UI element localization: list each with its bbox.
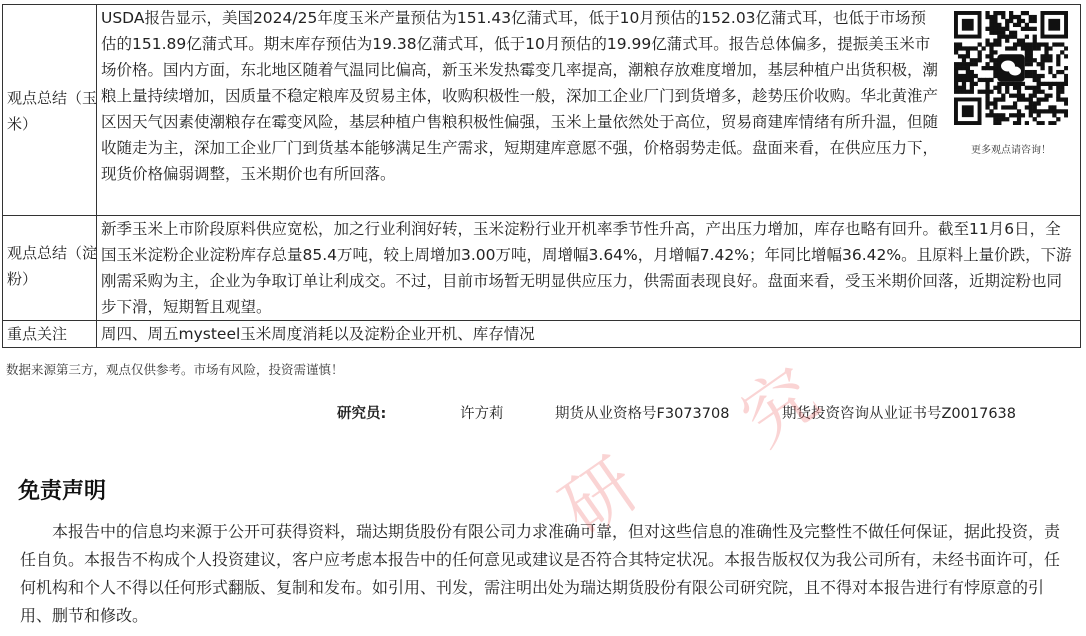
qr-code-icon — [954, 11, 1068, 125]
analyst-license-2: 期货投资咨询从业证书号Z0017638 — [782, 406, 1017, 422]
starch-text: 新季玉米上市阶段原料供应宽松，加之行业利润好转，玉米淀粉行业开机率季节性升高，产出压力增加，库存也略有回升。截至11月6日，全国玉米淀粉企业淀粉库存总量85.4万吨，较上周增加3.00万吨，周增幅3.64%，月增幅7.42%；年同比增幅36.42%。且原料上量价跌，下游刚需采购为主，企业为争取订单让利成交。不过，目前市场暂无明显供应压力，供需面表现良好。盘面来看，受玉米期价回落，近期淀粉也同步下滑，短期暂且观望。 — [101, 220, 1072, 316]
analyst-license-1: 期货从业资格号F3073708 — [555, 406, 730, 422]
corn-label-cell — [3, 5, 97, 216]
starch-row — [3, 216, 1081, 321]
corn-row — [3, 5, 1081, 216]
disclaimer-body: 本报告中的信息均来源于公开可获得资料，瑞达期货股份有限公司力求准确可靠，但对这些信息的准确性及完整性不做任何保证，据此投资，责任自负。本报告不构成个人投资建议，客户应考虑本报告中的任何意见或建议是否符合其特定状况。本报告版权仅为我公司所有，未经书面许可，任何机构和个人不得以任何形式翻版、复制和发布。如引用、刊发，需注明出处为瑞达期货股份有限公司研究院，且不得对本报告进行有悖原意的引用、删节和修改。 — [20, 522, 1061, 625]
focus-row — [3, 321, 1081, 348]
analyst-name: 许方莉 — [460, 406, 504, 422]
focus-label: 重点关注 — [7, 325, 68, 343]
corn-label: 观点总结（玉米） — [7, 89, 98, 133]
watermark-char-1: 研 — [545, 441, 654, 552]
focus-label-cell — [3, 321, 97, 348]
qr-block — [950, 11, 1072, 164]
source-note: 数据来源第三方，观点仅供参考。市场有风险，投资需谨慎！ — [6, 362, 344, 377]
analyst-title: 研究员: — [337, 406, 387, 422]
starch-label-cell — [3, 216, 97, 321]
watermark-char-2: 究 — [725, 351, 834, 462]
starch-text-cell — [97, 216, 1081, 321]
qr-caption: 更多观点请咨询！ — [971, 145, 1051, 156]
corn-text-cell — [97, 5, 1081, 216]
starch-label: 观点总结（淀粉） — [7, 244, 98, 288]
corn-text: USDA报告显示，美国2024/25年度玉米产量预估为151.43亿蒲式耳，低于10月预估的152.03亿蒲式耳，也低于市场预估的151.89亿蒲式耳。期末库存预估为19.38亿蒲式耳，低于10月预估的19.99亿蒲式耳。报告总体偏多，提振美玉米市场价格。国内方面，东北地区随着气温同比偏高，新玉米发热霉变几率提高，潮粮存放难度增加，基层种植户出货积极，潮粮上量持续增加，因质量不稳定粮库及贸易主体，收购积极性一般，深加工企业厂门到货增多，趁势压价收购。华北黄淮产区因天气因素使潮粮存在霉变风险，基层种植户售粮积极性偏强，玉米上量依然处于高位，贸易商建库情绪有所升温，但随收随走为主，深加工企业厂门到货基本能够满足生产需求，短期建库意愿不强，价格弱势走低。盘面来看，在供应压力下，现货价格偏弱调整，玉米期价也有所回落。 — [101, 9, 939, 183]
focus-text: 周四、周五mysteel玉米周度消耗以及淀粉企业开机、库存情况 — [101, 325, 535, 343]
commentary-table — [2, 4, 1081, 348]
disclaimer-title: 免责声明 — [18, 479, 107, 504]
focus-text-cell — [97, 321, 1081, 348]
